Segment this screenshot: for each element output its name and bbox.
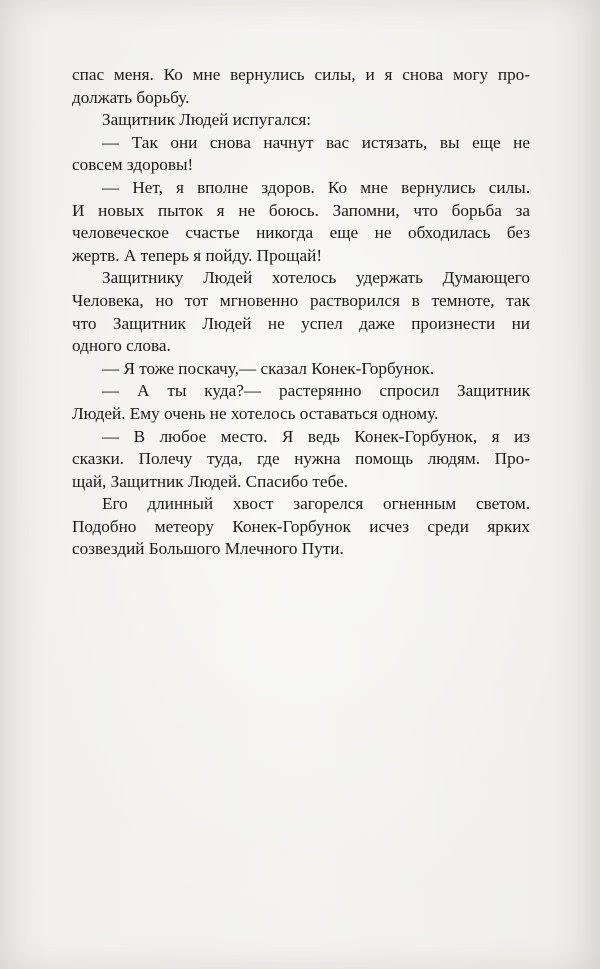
text-line: Человека, но тот мгновенно растворился в темноте, так — [72, 290, 530, 310]
text-line: Его длинный хвост загорелся огненным светом. — [102, 494, 530, 514]
text-line: Людей. Ему очень не хотелось оставаться одному. — [72, 403, 439, 423]
text-line: одного слова. — [72, 336, 171, 356]
text-line: Подобно метеору Конек-Горбунок исчез среди ярких — [72, 516, 530, 536]
page-text — [72, 64, 530, 561]
text-line: должать борьбу. — [72, 87, 190, 107]
text-line: Защитнику Людей хотелось удержать Думающего — [102, 268, 530, 288]
text-line: сказки. Полечу туда, где нужна помощь людям. Про- — [72, 449, 530, 469]
text-line: спас меня. Ко мне вернулись силы, и я снова могу про- — [72, 65, 530, 84]
text-line: жертв. А теперь я пойду. Прощай! — [72, 245, 323, 265]
text-line: что Защитник Людей не успел даже произнести ни — [72, 313, 530, 333]
text-line: — Так они снова начнут вас истязать, вы еще не — [102, 132, 530, 152]
text-line: Защитник Людей испугался: — [102, 110, 312, 130]
text-line: созвездий Большого Млечного Пути. — [72, 539, 344, 559]
text-line: — Нет, я вполне здоров. Ко мне вернулись силы. — [102, 177, 530, 197]
text-line: — Я тоже поскачу,— сказал Конек-Горбунок. — [102, 358, 435, 378]
text-line: И новых пыток я не боюсь. Запомни, что борьба за — [72, 200, 530, 220]
text-line: щай, Защитник Людей. Спасибо тебе. — [72, 471, 349, 491]
text-line: человеческое счастье никогда еще не обходилась без — [72, 223, 530, 243]
text-line: совсем здоровы! — [72, 155, 194, 175]
text-line: — А ты куда?— растерянно спросил Защитник — [102, 381, 530, 401]
text-line: — В любое место. Я ведь Конек-Горбунок, я из — [102, 426, 530, 446]
